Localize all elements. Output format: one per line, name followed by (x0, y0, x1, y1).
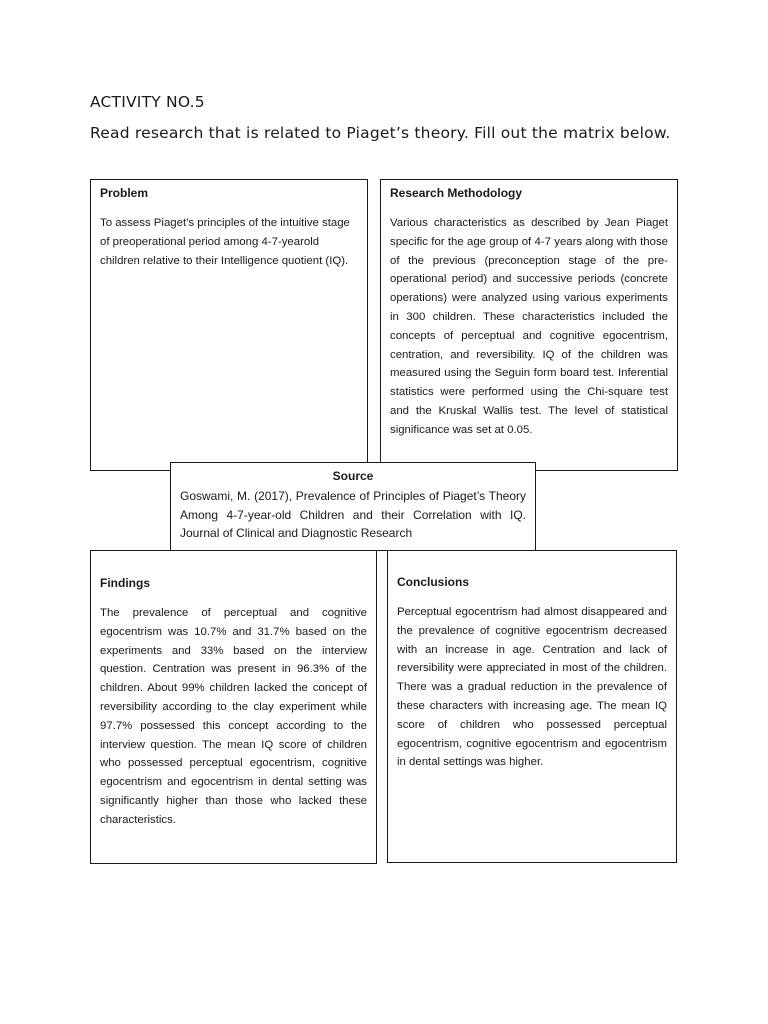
research-methodology-box (380, 179, 678, 471)
findings-body: The prevalence of perceptual and cognitive egocentrism was 10.7% and 31.7% based on the experiments and 33% based on the interview question. Centration was present in 96.3% of the children. About 99% children lacked the concept of reversibility according to the clay experiment while 97.7% possessed this concept according to the interview question. The mean IQ score of children who possessed perceptual egocentrism, cognitive egocentrism and egocentrism in dental setting was significantly higher than those who lacked these characteristics. (100, 607, 367, 826)
findings-title: Findings (100, 576, 150, 590)
activity-title: ACTIVITY NO.5 (90, 93, 205, 111)
conclusions-body: Perceptual egocentrism had almost disappeared and the prevalence of cognitive egocentrism decreased with an increase in age. Centration and lack of reversibility were appreciated in most of the children. There was a gradual reduction in the prevalence of these characters with increasing age. The mean IQ score of children who possessed perceptual egocentrism, cognitive egocentrism and egocentrism in dental settings was higher. (397, 606, 667, 769)
conclusions-title: Conclusions (397, 575, 470, 589)
problem-title: Problem (100, 186, 149, 200)
problem-box (90, 179, 368, 471)
problem-body: To assess Piaget’s principles of the intuitive stage of preoperational period among 4-7-yearold children relative to their Intelligence quotient (IQ). (100, 217, 350, 267)
conclusions-box (387, 550, 677, 863)
findings-box (90, 550, 377, 864)
source-body: Goswami, M. (2017), Prevalence of Principles of Piaget’s Theory Among 4-7-year-old Children and their Correlation with IQ. Journal of Clinical and Diagnostic Research (180, 489, 526, 540)
source-box (170, 462, 536, 551)
instruction-text: Read research that is related to Piaget’s theory. Fill out the matrix below. (90, 124, 671, 142)
research-methodology-title: Research Methodology (390, 186, 523, 200)
source-title: Source (332, 469, 374, 483)
research-methodology-body: Various characteristics as described by Jean Piaget specific for the age group of 4-7 years along with those of the previous (preconception stage of the pre-operational period) and successive periods (concrete operations) were analyzed using various experiments in 300 children. These characteristics included the concepts of perceptual and cognitive egocentrism, centration, and reversibility. IQ of the children was measured using the Seguin form board test. Inferential statistics were performed using the Chi-square test and the Kruskal Wallis test. The level of statistical significance was set at 0.05. (390, 217, 668, 436)
